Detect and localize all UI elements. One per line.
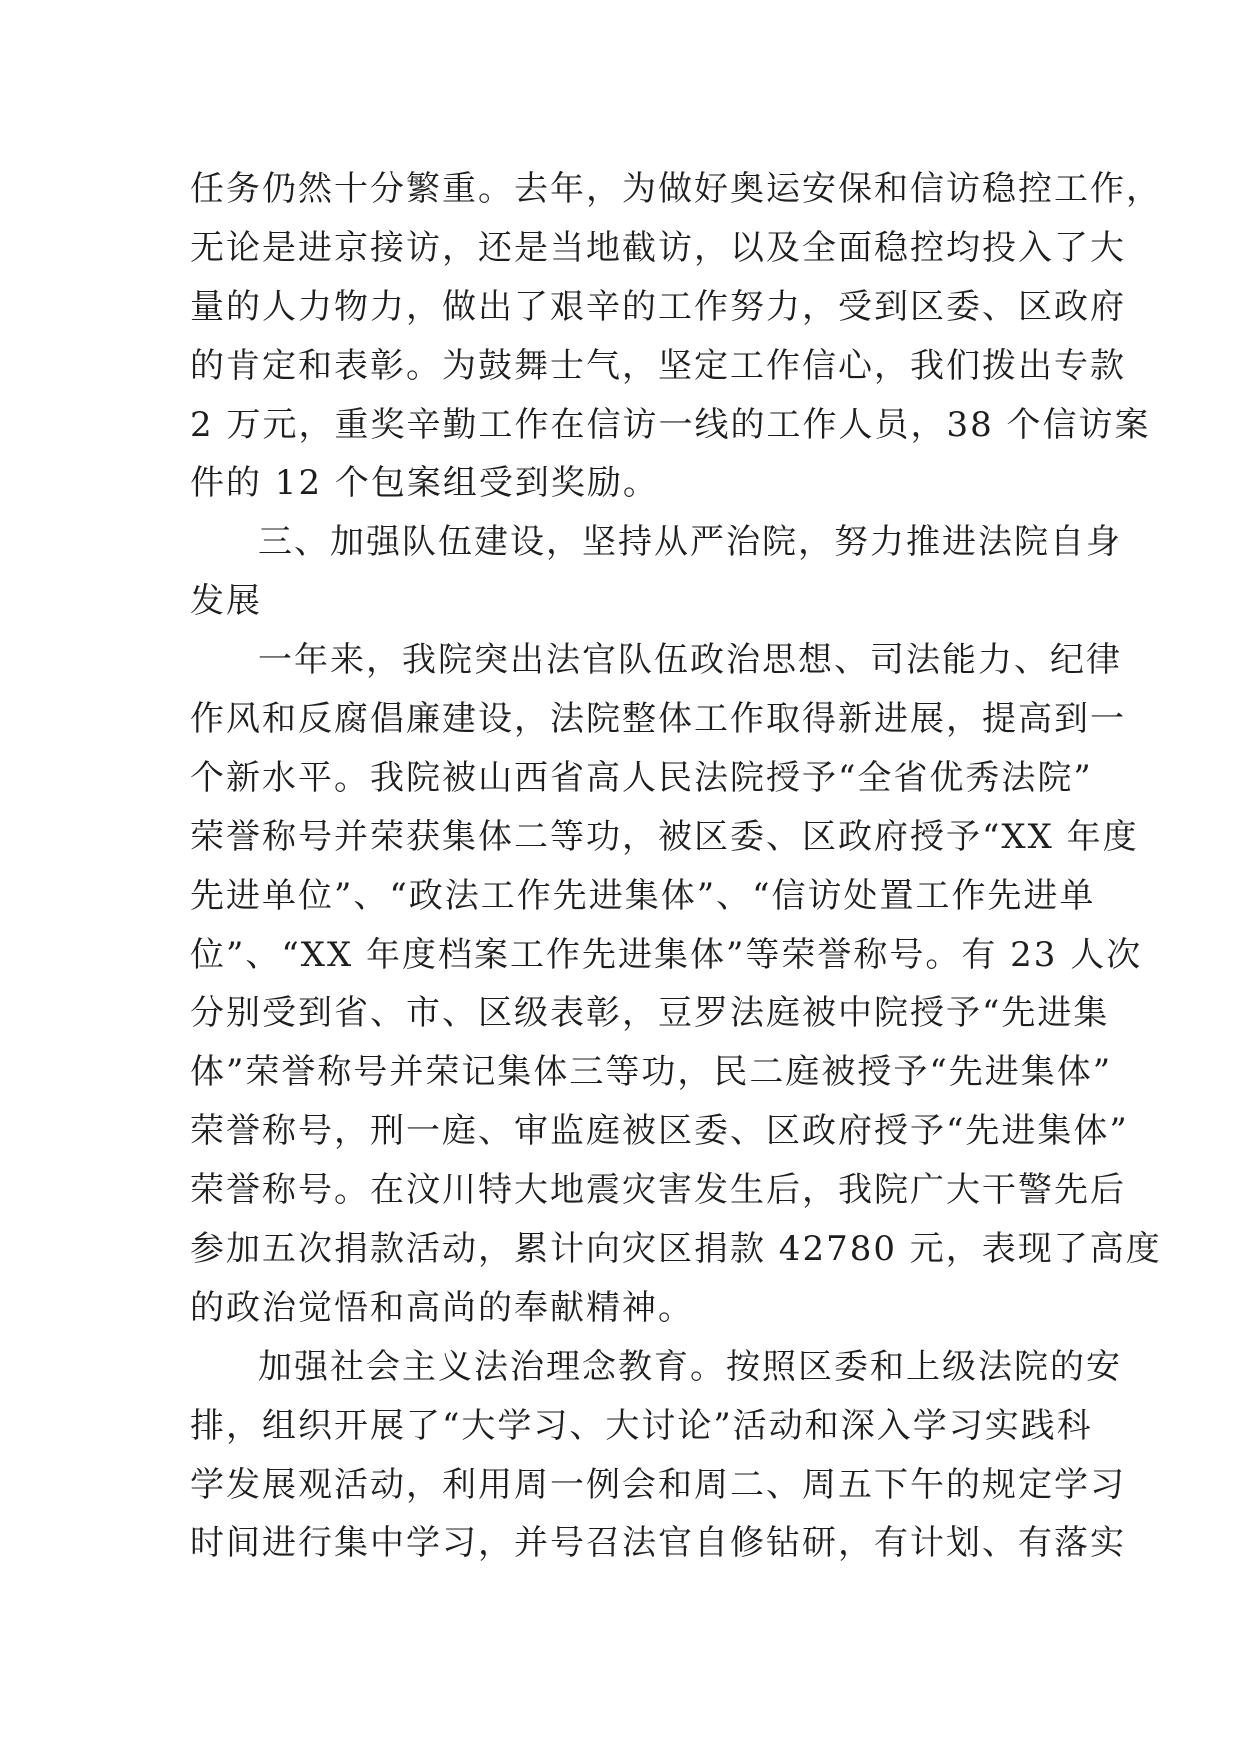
text-line: 学发展观活动，利用周一例会和周二、周五下午的规定学习 (190, 1464, 1126, 1505)
text-line: 无论是进京接访，还是当地截访，以及全面稳控均投入了大 (190, 227, 1126, 268)
text-line: 件的 12 个包案组受到奖励。 (190, 463, 659, 504)
text-line: 2 万元，重奖辛勤工作在信访一线的工作人员，38 个信访案 (190, 404, 1151, 445)
text-line: 的政治觉悟和高尚的奉献精神。 (190, 1287, 694, 1328)
text-line: 位”、“XX 年度档案工作先进集体”等荣誉称号。有 23 人次 (190, 934, 1143, 975)
text-line: 荣誉称号并荣获集体二等功，被区委、区政府授予“XX 年度 (190, 816, 1139, 857)
text-line: 时间进行集中学习，并号召法官自修钻研，有计划、有落实 (190, 1523, 1126, 1564)
text-line: 先进单位”、“政法工作先进集体”、“信访处置工作先进单 (190, 875, 1096, 916)
text-line: 分别受到省、市、区级表彰，豆罗法庭被中院授予“先进集 (190, 993, 1110, 1034)
text-line: 参加五次捐款活动，累计向灾区捐款 42780 元，表现了高度 (190, 1229, 1162, 1270)
text-line: 的肯定和表彰。为鼓舞士气，坚定工作信心，我们拨出专款 (190, 345, 1126, 386)
body-text (190, 160, 1162, 1573)
text-line: 作风和反腐倡廉建设，法院整体工作取得新进展，提高到一 (190, 699, 1126, 740)
text-line: 排，组织开展了“大学习、大讨论”活动和深入学习实践科 (190, 1405, 1093, 1446)
text-line: 量的人力物力，做出了艰辛的工作努力，受到区委、区政府 (190, 286, 1126, 327)
text-line: 一年来，我院突出法官队伍政治思想、司法能力、纪律 (258, 640, 1122, 681)
text-line: 加强社会主义法治理念教育。按照区委和上级法院的安 (258, 1346, 1122, 1387)
text-line: 个新水平。我院被山西省高人民法院授予“全省优秀法院” (190, 757, 1093, 798)
text-line: 荣誉称号，刑一庭、审监庭被区委、区政府授予“先进集体” (190, 1111, 1129, 1152)
text-line: 体”荣誉称号并荣记集体三等功，民二庭被授予“先进集体” (190, 1052, 1113, 1093)
text-line: 任务仍然十分繁重。去年，为做好奥运安保和信访稳控工作， (190, 169, 1162, 209)
section-heading-line: 发展 (190, 581, 262, 622)
section-heading-line: 三、加强队伍建设，坚持从严治院，努力推进法院自身 (258, 522, 1122, 563)
text-line: 荣誉称号。在汶川特大地震灾害发生后，我院广大干警先后 (190, 1170, 1126, 1211)
